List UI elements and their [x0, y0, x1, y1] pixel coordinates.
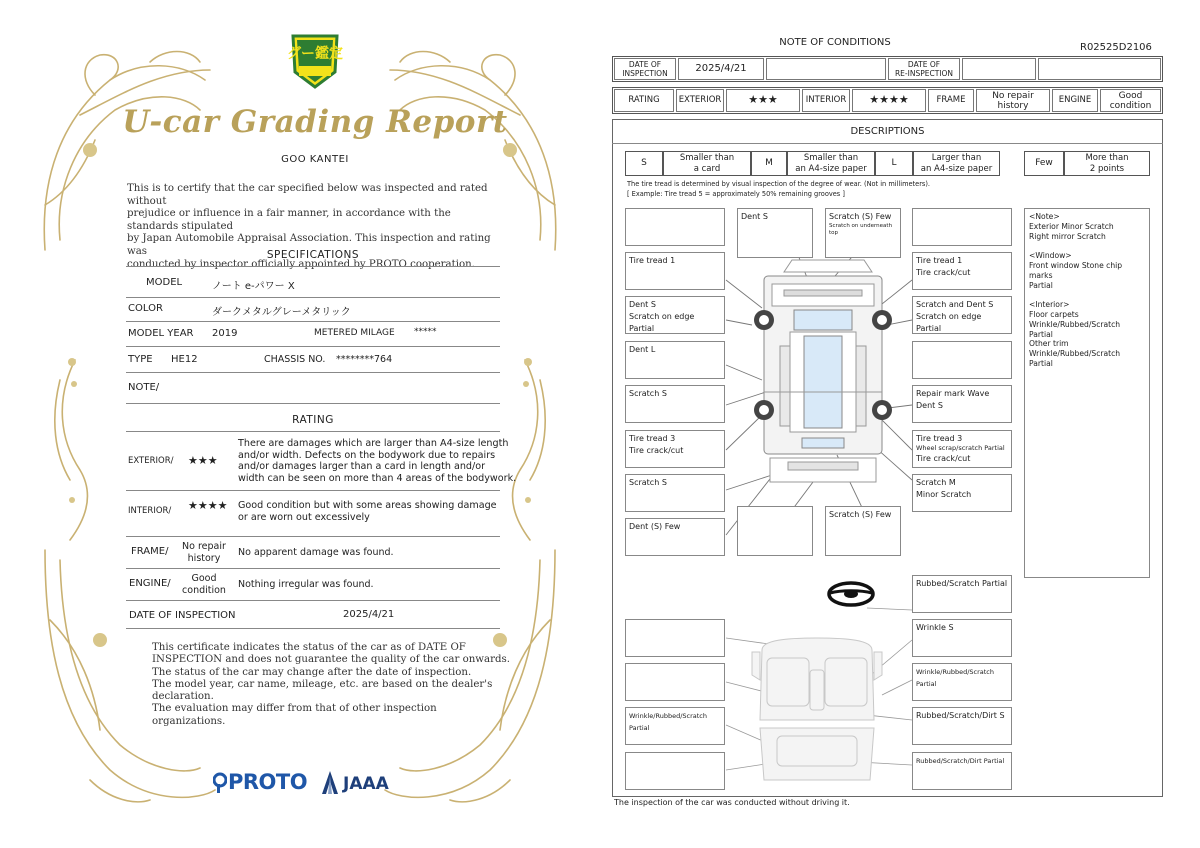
model-year-value: 2019 [212, 328, 238, 339]
legend-m-desc [787, 151, 875, 176]
jaaa-logo-icon [320, 770, 340, 796]
legend-desc-line: Smaller than [803, 152, 859, 163]
ext-note-small: top [829, 230, 839, 236]
date-of-inspection-label: DATE OF INSPECTION [129, 610, 236, 621]
spec-row-color [126, 298, 500, 322]
reinspection-label-line: DATE OF [907, 60, 941, 69]
color-value: ダークメタルグレーメタリック [212, 307, 351, 318]
ext-note: Scratch on edge Partial [629, 312, 695, 333]
ext-note: Scratch and Dent S [916, 300, 994, 309]
spec-row-model [126, 272, 500, 298]
interior-desc-line: Good condition but with some areas showing damage [238, 500, 497, 511]
ext-note: Dent (S) Few [629, 522, 681, 531]
ext-note-small: Scratch on underneath [829, 223, 893, 229]
int-box-rear-seats [912, 752, 1012, 790]
legend-desc-line: an A4-size paper [920, 163, 993, 174]
exterior-desc-line: and/or damages larger than a card in length and/or [238, 461, 486, 473]
legend-few: Few [1024, 151, 1064, 176]
engine-value-line: Good [1118, 90, 1143, 101]
date-label-line: INSPECTION [622, 69, 668, 78]
engine-value-line: condition [1109, 100, 1152, 111]
note-line: Other trim [1029, 339, 1069, 349]
sheet-footer-note: The inspection of the car was conducted without driving it. [614, 798, 850, 807]
int-note-small: Wrinkle/Rubbed/Scratch Partial [629, 712, 707, 732]
frame-value [180, 541, 228, 565]
ext-note: Scratch on edge Partial [916, 312, 982, 333]
engine-label: ENGINE/ [129, 578, 171, 589]
ext-box-tire-rear-right [912, 430, 1012, 468]
disclaimer-line: declaration. [152, 691, 214, 703]
interior-stars: ★★★★ [188, 499, 228, 512]
ext-note: Repair mark Wave [916, 389, 990, 398]
mileage-label: METERED MILAGE [314, 328, 395, 338]
date-inspection-label [614, 58, 676, 80]
engine-value-line: condition [182, 585, 226, 596]
int-note-small: Rubbed/Scratch/Dirt Partial [916, 757, 1005, 765]
ext-box-left-rear-door [625, 385, 725, 423]
date-inspection-value: 2025/4/21 [678, 58, 764, 80]
reinspection-value [962, 58, 1036, 80]
interior-desc-line: or are worn out excessively [238, 511, 370, 523]
ext-box-blank-right-1 [912, 208, 1012, 246]
legend-m: M [751, 151, 787, 176]
note-line: <Window> [1029, 251, 1072, 261]
int-box-front-seats [912, 707, 1012, 745]
ext-note: Scratch M [916, 478, 956, 487]
disclaimer-line: The model year, car name, mileage, etc. are based on the dealer's [152, 678, 493, 690]
frame-value [976, 89, 1050, 112]
exterior-desc-line: width can be seen on more than 4 areas of the bodywork. [238, 472, 517, 484]
exterior-label: EXTERIOR/ [128, 456, 174, 466]
note-line: Floor carpets [1029, 309, 1079, 319]
ext-note: Tire crack/cut [629, 446, 684, 455]
legend-desc-line: an A4-size paper [795, 163, 867, 174]
frame-value-line: No repair [992, 90, 1034, 101]
goo-kantei-emblem [287, 32, 343, 90]
legend-desc-line: Smaller than [679, 152, 735, 163]
exterior-desc-line: and/or width. Defects on the bodywork due to repairs [238, 449, 496, 461]
model-value: ノート e-パワー X [212, 281, 295, 292]
legend-desc-line: More than [1085, 152, 1129, 163]
exterior-stars: ★★★ [188, 454, 218, 467]
ext-note: Scratch S [629, 478, 667, 487]
ext-box-right-side-blank [912, 341, 1012, 379]
note-line: <Interior> [1029, 300, 1070, 310]
ext-note: Tire tread 3 [629, 434, 676, 443]
ext-box-tire-front-right [912, 252, 1012, 290]
int-box-blank-4 [625, 752, 725, 790]
reinspection-label [888, 58, 960, 80]
frame-label: FRAME [928, 89, 974, 112]
legend-few-desc [1064, 151, 1150, 176]
int-box-dashboard [912, 619, 1012, 657]
ext-box-rear-bumper [825, 506, 901, 556]
model-label: MODEL [146, 277, 183, 288]
int-note-small: Wrinkle/Rubbed/Scratch Partial [916, 668, 994, 688]
type-label: TYPE [128, 354, 153, 365]
ext-note: Minor Scratch [916, 490, 972, 499]
ext-note: Scratch S [629, 389, 667, 398]
ext-note: Tire tread 3 [916, 434, 963, 443]
certify-line: prejudice or influence in a fair manner, in accordance with the standards stipulated [127, 208, 451, 232]
ext-box-front-left-door [625, 296, 725, 334]
engine-value [180, 573, 228, 597]
certify-line: This is to certify that the car specified below was inspected and rated without [127, 183, 488, 207]
rating-label: RATING [614, 89, 674, 112]
tire-tread-note [627, 180, 930, 199]
interior-description [238, 500, 497, 523]
sheet-reference: R02525D2106 [1080, 42, 1152, 53]
date-label-line: DATE OF [628, 60, 662, 69]
ext-note: Dent L [629, 345, 656, 354]
ext-box-right-rear-door [912, 385, 1012, 423]
note-label: NOTE/ [128, 382, 160, 393]
proto-logo-icon [213, 772, 227, 794]
ext-note: Tire tread 1 [916, 256, 963, 265]
disclaimer-line: The status of the car may change after the date of inspection. [152, 666, 472, 678]
ext-note: Scratch (S) Few [829, 510, 892, 519]
jaaa-logo: JAAA [343, 774, 389, 794]
ext-box-front-bumper [737, 208, 813, 258]
note-line: Exterior Minor Scratch [1029, 221, 1114, 231]
ext-box-front-right-door [912, 296, 1012, 334]
certify-line: conducted by inspector officially appointed by PROTO cooperation. [127, 258, 475, 270]
rating-row-engine [126, 569, 500, 601]
disclaimer-line: INSPECTION and does not guarantee the quality of the car onwards. [152, 654, 510, 666]
note-line: Wrinkle/Rubbed/Scratch [1029, 319, 1121, 329]
tire-note-line: [ Example: Tire tread 5 = approximately 50% remaining grooves ] [627, 189, 845, 198]
note-spacer [1029, 241, 1145, 251]
frame-value-line: history [187, 553, 221, 564]
descriptions-heading: DESCRIPTIONS [612, 119, 1163, 144]
disclaimer-line: The evaluation may differ from that of other inspection organizations. [152, 703, 437, 727]
interior-label: INTERIOR/ [128, 506, 172, 516]
ext-box-left-side [625, 341, 725, 379]
reinspection-blank-cell [1038, 58, 1161, 80]
exterior-stars: ★★★ [726, 89, 800, 112]
engine-label: ENGINE [1052, 89, 1098, 112]
exterior-description [238, 438, 516, 484]
engine-value [1100, 89, 1161, 112]
note-line: Front window Stone chip marks [1029, 260, 1123, 280]
int-box-steering [912, 575, 1012, 613]
ext-box-tire-front-left [625, 252, 725, 290]
exterior-label: EXTERIOR [676, 89, 724, 112]
interior-label: INTERIOR [802, 89, 850, 112]
spec-top-rule [126, 266, 500, 267]
int-note: Wrinkle S [916, 623, 954, 632]
ext-note: Dent S [629, 300, 656, 309]
int-box-right-trim [912, 663, 1012, 701]
note-line: Partial [1029, 358, 1053, 368]
ext-note-small: Wheel scrap/scratch Partial [916, 444, 1005, 452]
frame-value-line: history [997, 100, 1029, 111]
disclaimer-line: This certificate indicates the status of the car as of DATE OF [152, 642, 466, 653]
note-line: Partial [1029, 280, 1053, 290]
report-title: U-car Grading Report [122, 104, 508, 140]
frame-label: FRAME/ [131, 546, 169, 557]
engine-value-line: Good [191, 573, 217, 584]
ext-note: Dent S [741, 212, 768, 221]
rating-row-frame [126, 537, 500, 569]
tire-note-line: The tire tread is determined by visual inspection of the degree of wear. (Not in millimeters). [627, 180, 931, 188]
ext-note: Tire tread 1 [629, 256, 676, 265]
color-label: COLOR [128, 303, 163, 314]
exterior-desc-line: There are damages which are larger than A4-size length [238, 438, 509, 449]
legend-desc-line: a card [693, 163, 721, 174]
rating-row-date [126, 601, 500, 629]
int-note: Rubbed/Scratch Partial [916, 579, 1008, 588]
date-blank-cell [766, 58, 886, 80]
certificate-disclaimer [152, 642, 512, 728]
ext-note: Scratch (S) Few [829, 212, 892, 221]
note-line: Wrinkle/Rubbed/Scratch [1029, 349, 1121, 359]
legend-s-desc [663, 151, 751, 176]
reinspection-label-line: RE-INSPECTION [894, 69, 954, 78]
note-line: Right mirror Scratch [1029, 231, 1106, 241]
note-line: Partial [1029, 329, 1053, 339]
int-note: Rubbed/Scratch/Dirt S [916, 711, 1005, 720]
type-value: HE12 [171, 354, 198, 365]
ext-note: Tire crack/cut [916, 268, 971, 277]
specifications-heading: SPECIFICATIONS [266, 249, 360, 261]
interior-stars: ★★★★ [852, 89, 926, 112]
ext-box-rear-blank [737, 506, 813, 556]
legend-desc-line: Larger than [931, 152, 982, 163]
engine-description: Nothing irregular was found. [238, 579, 374, 590]
rating-top-rule [126, 431, 500, 432]
note-spacer [1029, 290, 1145, 300]
mileage-value: ***** [414, 327, 437, 337]
ext-note: Dent S [916, 401, 943, 410]
int-box-blank-1 [625, 619, 725, 657]
certify-line: by Japan Automobile Appraisal Association. This inspection and rating was [127, 233, 491, 257]
int-box-left-trim [625, 707, 725, 745]
legend-l: L [875, 151, 913, 176]
frame-value-line: No repair [182, 541, 226, 552]
ext-box-rear-left [625, 518, 725, 556]
ext-note: Tire crack/cut [916, 454, 971, 463]
ext-box-right-rear [912, 474, 1012, 512]
notes-panel [1024, 208, 1150, 578]
chassis-value: ********764 [336, 354, 393, 365]
spec-row-model-year [126, 322, 500, 347]
legend-s: S [625, 151, 663, 176]
ext-box-blank-1 [625, 208, 725, 246]
spec-row-note [126, 373, 500, 404]
int-box-blank-2 [625, 663, 725, 701]
chassis-label: CHASSIS NO. [264, 354, 326, 365]
legend-desc-line: 2 points [1089, 163, 1125, 174]
sheet-title: NOTE OF CONDITIONS [779, 37, 891, 48]
spec-row-type [126, 347, 500, 373]
model-year-label: MODEL YEAR [128, 328, 194, 339]
date-of-inspection-value: 2025/4/21 [343, 609, 395, 620]
emblem-goo-text: グー鑑定 [287, 46, 343, 62]
note-line: <Note> [1029, 212, 1060, 221]
ext-box-tire-rear-left [625, 430, 725, 468]
rating-heading: RATING [292, 414, 334, 426]
ext-box-hood [825, 208, 901, 258]
ext-box-left-rear [625, 474, 725, 512]
report-subtitle: GOO KANTEI [281, 154, 349, 165]
legend-l-desc [913, 151, 1000, 176]
frame-description: No apparent damage was found. [238, 547, 394, 558]
proto-logo: PROTO [228, 770, 308, 794]
